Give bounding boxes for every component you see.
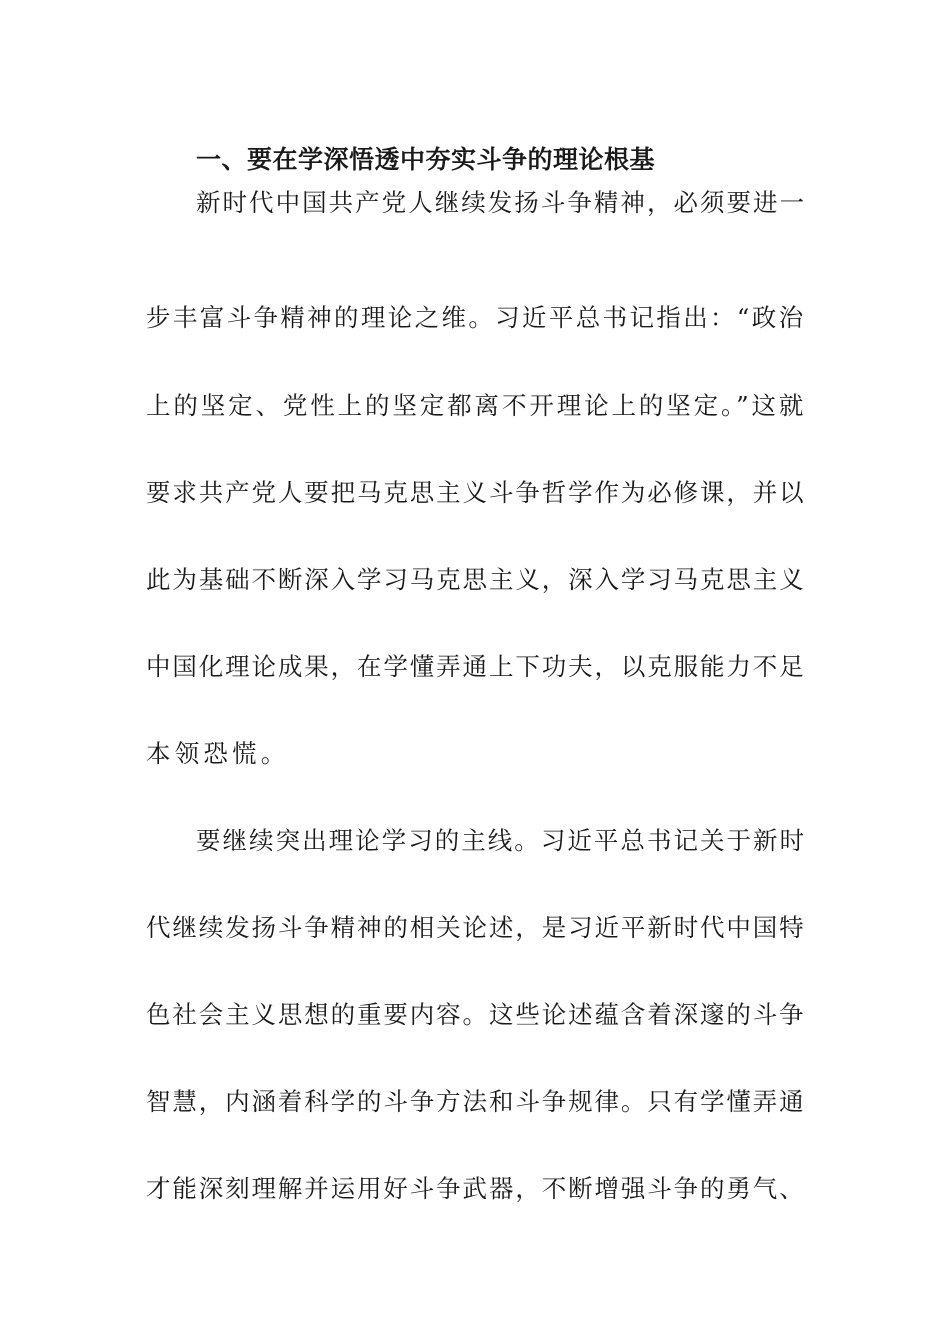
paragraph-line: 此为基础不断深入学习马克思主义，深入学习马克思主义 [146,565,806,594]
paragraph-line: 步丰富斗争精神的理论之维。习近平总书记指出：“政治 [146,303,806,332]
paragraph-line: 色社会主义思想的重要内容。这些论述蕴含着深邃的斗争 [146,1000,806,1029]
paragraph-line: 新时代中国共产党人继续发扬斗争精神，必须要进一 [196,188,807,217]
paragraph-line: 才能深刻理解并运用好斗争武器，不断增强斗争的勇气、 [146,1174,806,1203]
paragraph-line: 本领恐慌。 [146,739,290,768]
paragraph-line: 智慧，内涵着科学的斗争方法和斗争规律。只有学懂弄通 [146,1087,806,1116]
section-heading: 一、要在学深悟透中夯实斗争的理论根基 [196,145,656,174]
paragraph-line: 代继续发扬斗争精神的相关论述，是习近平新时代中国特 [146,913,806,942]
paragraph-line: 要求共产党人要把马克思主义斗争哲学作为必修课，并以 [146,478,806,507]
paragraph-line: 要继续突出理论学习的主线。习近平总书记关于新时 [196,826,807,855]
paragraph-line: 中国化理论成果，在学懂弄通上下功夫，以克服能力不足 [146,652,806,681]
paragraph-line: 上的坚定、党性上的坚定都离不开理论上的坚定。”这就 [146,391,807,420]
